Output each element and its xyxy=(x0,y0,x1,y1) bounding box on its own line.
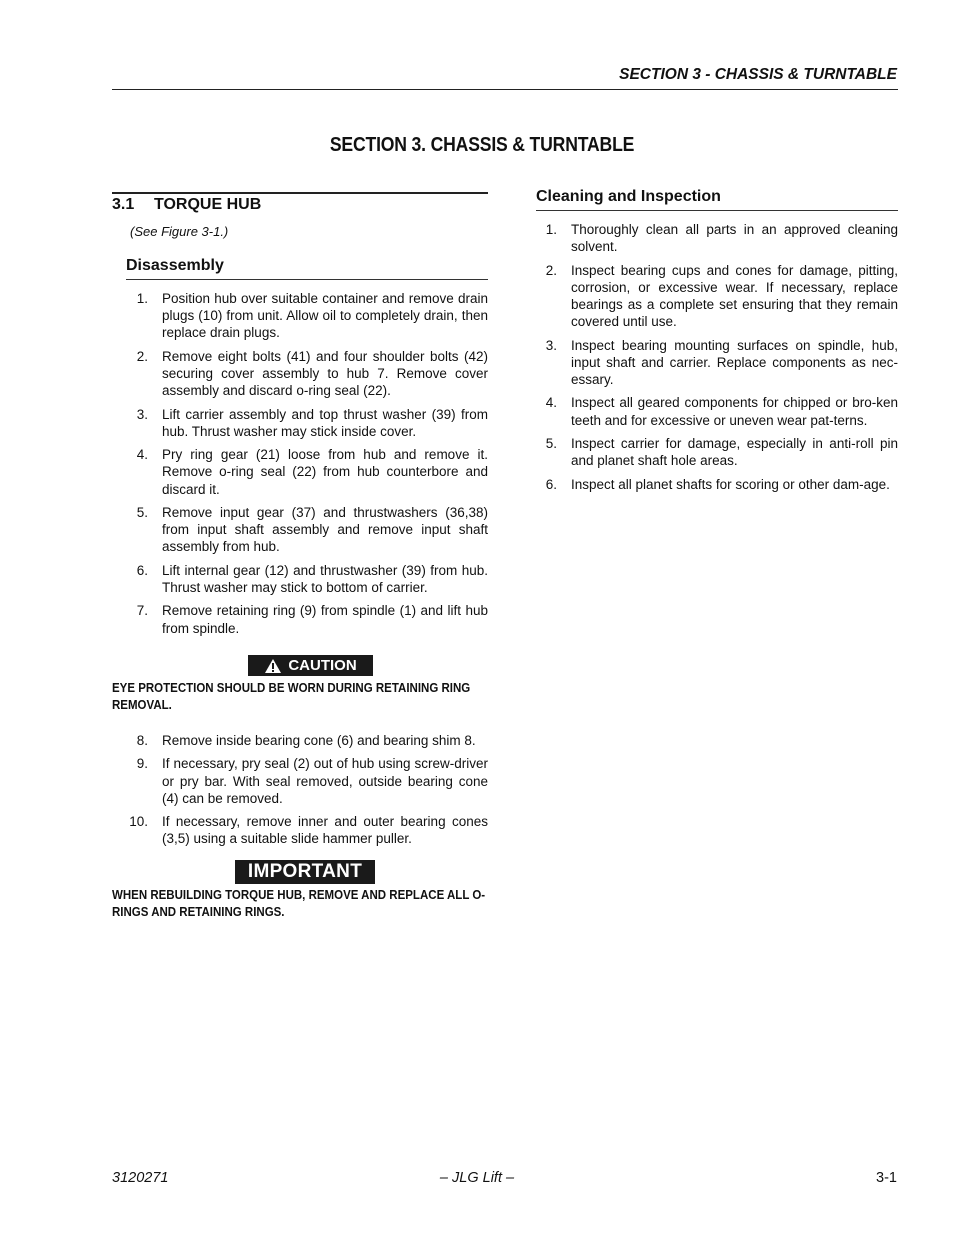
step-number: 3. xyxy=(136,406,148,422)
step-number: 1. xyxy=(545,222,557,237)
step-number: 8. xyxy=(136,733,148,748)
step-number: 4. xyxy=(545,395,557,411)
see-figure-reference: (See Figure 3-1.) xyxy=(130,224,229,239)
step-number: 2. xyxy=(545,262,557,278)
disassembly-rule xyxy=(126,279,488,280)
step-text: Inspect all planet shafts for scoring or other dam-age. xyxy=(571,476,890,492)
header-rule xyxy=(112,89,898,90)
section-title: SECTION 3. CHASSIS & TURNTABLE xyxy=(329,134,635,156)
list-item xyxy=(112,602,488,636)
step-text: Inspect bearing mounting surfaces on spindle, hub, input shaft and carrier. Replace components as nec-essary. xyxy=(571,337,898,387)
heading-label: TORQUE HUB xyxy=(154,196,262,213)
heading-number: 3.1 xyxy=(112,196,135,213)
list-item xyxy=(112,732,488,749)
list-item xyxy=(112,348,488,400)
list-item xyxy=(112,504,488,556)
torque-hub-rule xyxy=(112,192,488,194)
step-number: 2. xyxy=(136,348,148,364)
warning-triangle-icon xyxy=(264,658,282,674)
list-item xyxy=(112,813,488,847)
step-text: Thoroughly clean all parts in an approved cleaning solvent. xyxy=(571,222,898,255)
list-item xyxy=(536,337,898,389)
step-text: If necessary, remove inner and outer bearing cones (3,5) using a suitable slide hammer puller. xyxy=(162,814,488,847)
list-item xyxy=(536,394,898,428)
step-text: Inspect all geared components for chipped or bro-ken teeth and for excessive or uneven wear pat-terns. xyxy=(571,395,898,428)
step-text: Position hub over suitable container and remove drain plugs (10) from unit. Allow oil to completely drain, then replace drain plugs. xyxy=(162,291,488,341)
step-number: 10. xyxy=(129,814,148,830)
step-text: Inspect bearing cups and cones for damage, pitting, corrosion, or excessive wear. If necessary, replace bearings as a complete set ensuring that they remain covered until use. xyxy=(571,262,898,330)
step-number: 1. xyxy=(136,291,148,306)
step-text: Lift internal gear (12) and thrustwasher (39) from hub. Thrust washer may stick to bottom of carrier. xyxy=(162,562,488,595)
disassembly-steps xyxy=(112,290,488,643)
running-head: SECTION 3 - CHASSIS & TURNTABLE xyxy=(619,66,897,83)
disassembly-steps-continued xyxy=(112,732,488,854)
step-number: 9. xyxy=(136,756,148,772)
step-text: If necessary, pry seal (2) out of hub using screw-driver or pry bar. With seal removed, outside bearing cone (4) can be removed. xyxy=(162,756,488,806)
step-number: 5. xyxy=(545,435,557,451)
list-item xyxy=(536,262,898,331)
step-text: Remove retaining ring (9) from spindle (1) and lift hub from spindle. xyxy=(162,603,488,636)
list-item xyxy=(112,562,488,596)
step-text: Inspect carrier for damage, especially in anti-roll pin and planet shaft hole areas. xyxy=(571,435,898,469)
page-number: 3-1 xyxy=(876,1170,897,1186)
list-item xyxy=(536,221,898,255)
doc-number: 3120271 xyxy=(112,1170,169,1186)
disassembly-heading: Disassembly xyxy=(126,257,224,274)
important-text: WHEN REBUILDING TORQUE HUB, REMOVE AND REPLACE ALL O-RINGS AND RETAINING RINGS. xyxy=(112,888,486,919)
cleaning-inspection-steps xyxy=(536,221,898,499)
important-badge: IMPORTANT xyxy=(235,860,375,884)
list-item xyxy=(112,406,488,440)
step-number: 4. xyxy=(136,447,148,463)
step-text: Remove eight bolts (41) and four shoulder bolts (42) securing cover assembly to hub 7. Remove cover assembly and discard o-ring seal (22). xyxy=(162,348,488,399)
step-text: Remove inside bearing cone (6) and bearing shim 8. xyxy=(162,733,476,748)
step-number: 6. xyxy=(136,562,148,578)
list-item xyxy=(112,755,488,807)
cleaning-inspection-rule xyxy=(536,210,898,211)
caution-label: CAUTION xyxy=(288,657,357,674)
list-item xyxy=(536,435,898,469)
step-number: 6. xyxy=(545,476,557,492)
footer-center: – JLG Lift – xyxy=(439,1170,515,1186)
step-number: 7. xyxy=(136,603,148,619)
list-item xyxy=(536,476,898,493)
step-text: Lift carrier assembly and top thrust washer (39) from hub. Thrust washer may stick inside cover. xyxy=(162,406,488,439)
list-item xyxy=(112,446,488,498)
step-text: Remove input gear (37) and thrustwashers (36,38) from input shaft assembly and remove input shaft assembly from hub. xyxy=(162,504,488,555)
torque-hub-heading xyxy=(112,196,261,214)
cleaning-inspection-heading: Cleaning and Inspection xyxy=(536,188,721,205)
caution-text: EYE PROTECTION SHOULD BE WORN DURING RETAINING RING REMOVAL. xyxy=(112,681,471,712)
step-text: Pry ring gear (21) loose from hub and remove it. Remove o-ring seal (22) from hub counterbore and discard it. xyxy=(162,447,488,497)
caution-badge xyxy=(248,655,373,676)
list-item xyxy=(112,290,488,342)
step-number: 3. xyxy=(545,337,557,353)
step-number: 5. xyxy=(136,504,148,520)
